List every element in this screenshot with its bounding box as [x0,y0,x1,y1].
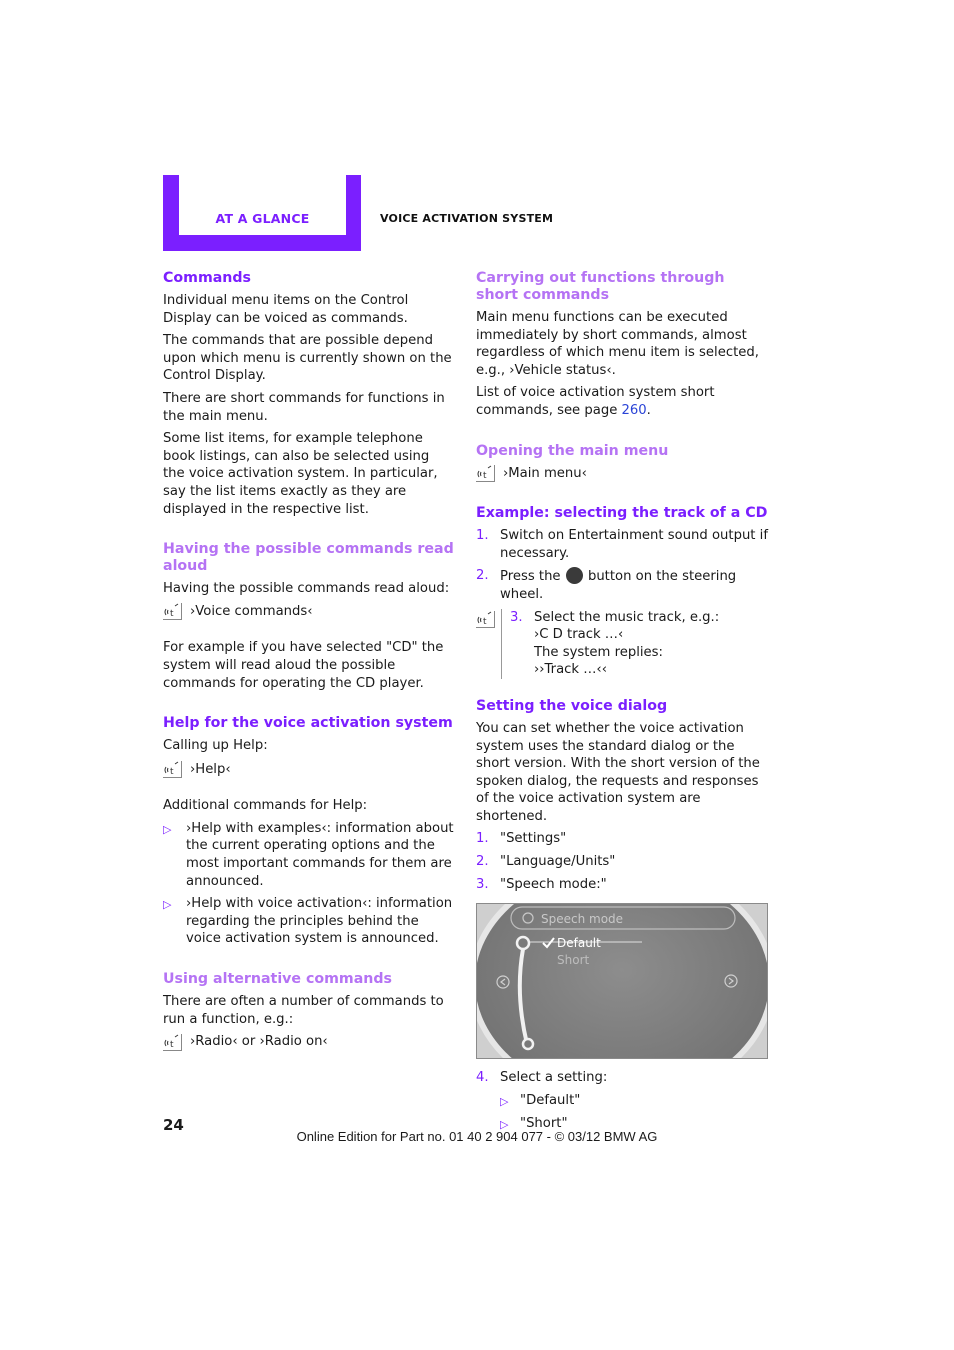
list-item: 1. "Settings" [476,831,567,847]
alternative-heading: Using alternative commands [163,971,392,988]
list-item: ▷ ›Help with examples‹: information about the current operating options and the most important commands for them are announced. [163,820,454,889]
svg-text:t: t [170,766,174,777]
page-number: 24 [163,1116,184,1134]
left-column [163,270,455,1056]
list-item: ▷ "Short" [500,1115,768,1134]
svg-text:t: t [170,609,174,620]
right-column [476,270,768,1139]
voice-command-icon [476,465,495,482]
triangle-bullet-icon: ▷ [163,822,172,836]
voice-command-icon [476,611,495,628]
section-label: VOICE ACTIVATION SYSTEM [380,212,554,225]
alternative-paragraph-1: There are often a number of commands to run a function, e.g.: [163,994,444,1027]
voice-command-line [163,761,455,779]
screen-option-default: Default [557,936,601,951]
voice-dialog-step-4 [476,1069,768,1087]
edition-footer: Online Edition for Part no. 01 40 2 904 077 - © 03/12 BMW AG [296,1129,658,1144]
voice-dialog-paragraph-1: You can set whether the voice activation system uses the standard dialog or the short version. With the short version of the spoken dialog, the requests and responses of the voice activation system are shortened. [476,720,760,824]
voice-command-icon [163,603,182,620]
screen-option-short: Short [557,953,590,968]
svg-text:t: t [483,470,487,481]
list-item: 4. Select a setting: [476,1070,608,1086]
list-item: 1. Switch on Entertainment sound output if necessary. [476,528,768,561]
read-aloud-heading: Having the possible commands read aloud [163,541,454,575]
example-heading: Example: selecting the track of a CD [476,505,768,522]
help-heading: Help for the voice activation system [163,715,453,732]
help-paragraph-1: Calling up Help: [163,738,268,754]
list-item: 2. Press the button on the steering wheel. [476,568,737,602]
svg-text:t: t [170,1039,174,1050]
voice-command-icon [163,1034,182,1051]
page-link[interactable]: 260 [621,402,647,418]
voice-command-icon [163,761,182,778]
chapter-tab-inner [179,175,346,235]
commands-paragraph-4: Some list items, for example telephone book listings, can also be selected using the voice activation system. In particular, say the list items exactly as they are displayed in the respective list. [163,431,438,517]
read-aloud-paragraph-2: For example if you have selected "CD" the system will read aloud the possible commands for operating the CD player. [163,640,444,691]
triangle-bullet-icon: ▷ [163,898,172,912]
commands-paragraph-2: The commands that are possible depend upon which menu is currently shown on the Control Display. [163,333,452,384]
screen-title: Speech mode [541,912,624,927]
voice-commands-command: ›Voice commands‹ [190,603,313,619]
read-aloud-paragraph-1: Having the possible commands read aloud: [163,581,450,597]
main-menu-heading: Opening the main menu [476,442,669,459]
list-item: 3. "Speech mode:" [476,876,607,892]
commands-paragraph-3: There are short commands for functions in the main menu. [163,390,445,424]
short-commands-heading: Carrying out functions through short commands [476,270,725,303]
selector-knob-icon [517,937,529,949]
main-menu-command: ›Main menu‹ [503,465,587,481]
voice-dialog-heading: Setting the voice dialog [476,697,668,714]
example-step-3: t 3. Select the music track, e.g.: ›C D track …‹ The system replies: ››Track …‹‹ [476,609,768,679]
setting-options-list [500,1092,768,1134]
short-commands-paragraph-2: List of voice activation system short commands, see page 260. [476,385,715,418]
chapter-tab-label: AT A GLANCE [215,210,310,226]
short-commands-paragraph-1: Main menu functions can be executed immediately by short commands, almost regardless of which menu item is selected, e.g., ›Vehicle status‹. [476,310,759,378]
example-steps [476,527,768,603]
triangle-bullet-icon: ▷ [500,1094,509,1108]
help-command: ›Help‹ [190,761,231,777]
radio-command: ›Radio‹ or ›Radio on‹ [190,1034,328,1050]
voice-command-line [163,1033,455,1051]
triangle-bullet-icon: ▷ [500,1118,509,1132]
help-commands-list [163,820,455,948]
svg-text:t: t [483,616,487,627]
list-item: ▷ ›Help with voice activation‹: information regarding the principles behind the voice activation system is announced. [163,896,453,947]
voice-command-line [163,603,455,621]
voice-command-line [476,465,768,483]
commands-heading: Commands [163,270,251,286]
list-item: ▷ "Default" [500,1092,768,1111]
voice-button-icon [566,567,583,584]
help-paragraph-2: Additional commands for Help: [163,798,368,814]
commands-paragraph-1: Individual menu items on the Control Display can be voiced as commands. [163,293,409,326]
list-item: 2. "Language/Units" [476,854,616,870]
voice-dialog-steps [476,830,768,893]
control-display-screenshot [476,903,768,1059]
